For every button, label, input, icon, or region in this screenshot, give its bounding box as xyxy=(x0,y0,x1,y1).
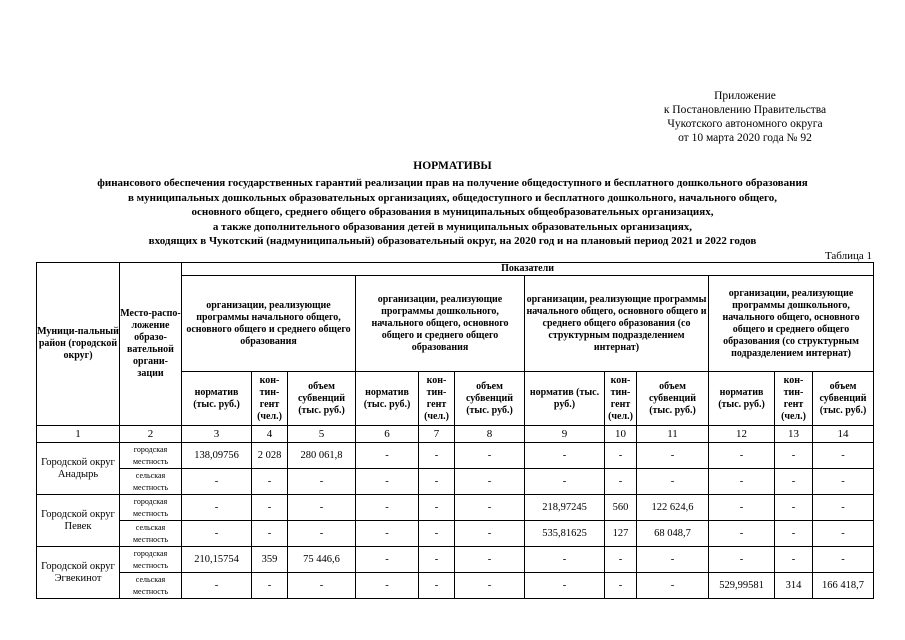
subtitle-line: основного общего, среднего общего образования в муниципальных общеобразовательных организациях, xyxy=(191,206,714,219)
subheader-contingent: кон-тин-гент (чел.) xyxy=(419,372,455,426)
value-cell: 314 xyxy=(775,573,813,599)
value-cell: - xyxy=(455,547,525,573)
column-number: 10 xyxy=(605,426,637,443)
value-cell: - xyxy=(775,547,813,573)
column-number: 4 xyxy=(252,426,288,443)
value-cell: - xyxy=(182,573,252,599)
value-cell: 68 048,7 xyxy=(637,521,709,547)
subtitle-line: финансового обеспечения государственных гарантий реализации прав на получение общедоступного и бесплатного дошкольного образования xyxy=(97,177,808,189)
value-cell: - xyxy=(455,469,525,495)
table-body xyxy=(37,443,874,599)
value-cell: - xyxy=(419,573,455,599)
value-cell: - xyxy=(356,573,419,599)
value-cell: - xyxy=(813,547,874,573)
value-cell: - xyxy=(252,495,288,521)
subheader-contingent: кон-тин-гент (чел.) xyxy=(605,372,637,426)
header-group-4: организации, реализующие программы дошкольного, начального общего, основного общего и среднего общего образования (со структурным подразделением интернат) xyxy=(709,276,874,372)
location-cell: городская местность xyxy=(120,443,182,469)
appendix-line: к Постановлению Правительства xyxy=(663,104,827,116)
column-number: 7 xyxy=(419,426,455,443)
value-cell: - xyxy=(182,495,252,521)
location-cell: сельская местность xyxy=(120,521,182,547)
value-cell: - xyxy=(419,443,455,469)
value-cell: - xyxy=(455,495,525,521)
table-row xyxy=(37,469,874,495)
appendix-line: от 10 марта 2020 года № 92 xyxy=(678,132,812,144)
subheader-normativ: норматив (тыс. руб.) xyxy=(356,372,419,426)
header-group-3: организации, реализующие программы начального общего, основного общего и среднего общего образования (со структурным подразделением интернат) xyxy=(525,276,709,372)
appendix-block xyxy=(620,89,870,145)
value-cell: - xyxy=(288,495,356,521)
subtitle-line: входящих в Чукотский (надмуниципальный) образовательный округ, на 2020 год и на плановый период 2021 и 2022 годов xyxy=(148,235,757,248)
subheader-subsidy: объем субвенций (тыс. руб.) xyxy=(637,372,709,426)
value-cell: - xyxy=(419,521,455,547)
value-cell: - xyxy=(637,573,709,599)
column-number: 5 xyxy=(288,426,356,443)
value-cell: 218,97245 xyxy=(525,495,605,521)
value-cell: 529,99581 xyxy=(709,573,775,599)
column-number: 9 xyxy=(525,426,605,443)
location-cell: городская местность xyxy=(120,547,182,573)
value-cell: 75 446,6 xyxy=(288,547,356,573)
table-row xyxy=(37,547,874,573)
subheader-normativ: норматив (тыс. руб.) xyxy=(525,372,605,426)
municipality-cell: Городской округ Анадырь xyxy=(37,443,120,495)
value-cell: 127 xyxy=(605,521,637,547)
value-cell: - xyxy=(356,443,419,469)
value-cell: - xyxy=(813,495,874,521)
table-row xyxy=(37,573,874,599)
header-group-2: организации, реализующие программы дошкольного, начального общего, основного общего и среднего общего образования xyxy=(356,276,525,372)
appendix-line: Чукотского автономного округа xyxy=(667,118,823,130)
value-cell: - xyxy=(775,443,813,469)
subheader-normativ: норматив (тыс. руб.) xyxy=(182,372,252,426)
value-cell: - xyxy=(605,443,637,469)
column-number: 13 xyxy=(775,426,813,443)
header-municipality: Муници-пальный район (городской округ) xyxy=(37,263,120,426)
value-cell: - xyxy=(252,573,288,599)
value-cell: 280 061,8 xyxy=(288,443,356,469)
value-cell: 210,15754 xyxy=(182,547,252,573)
value-cell: - xyxy=(419,547,455,573)
value-cell: - xyxy=(182,469,252,495)
municipality-cell: Городской округ Певек xyxy=(37,495,120,547)
value-cell: - xyxy=(637,443,709,469)
value-cell: 560 xyxy=(605,495,637,521)
value-cell: - xyxy=(455,573,525,599)
value-cell: - xyxy=(356,547,419,573)
subheader-normativ: норматив (тыс. руб.) xyxy=(709,372,775,426)
value-cell: - xyxy=(525,443,605,469)
value-cell: - xyxy=(288,521,356,547)
value-cell: - xyxy=(525,469,605,495)
value-cell: - xyxy=(775,469,813,495)
value-cell: - xyxy=(252,521,288,547)
document-title: НОРМАТИВЫ xyxy=(413,160,492,172)
value-cell: 166 418,7 xyxy=(813,573,874,599)
value-cell: - xyxy=(182,521,252,547)
subheader-subsidy: объем субвенций (тыс. руб.) xyxy=(455,372,525,426)
value-cell: - xyxy=(709,547,775,573)
value-cell: - xyxy=(605,547,637,573)
value-cell: - xyxy=(605,573,637,599)
value-cell: 359 xyxy=(252,547,288,573)
column-number: 11 xyxy=(637,426,709,443)
table-row xyxy=(37,495,874,521)
location-cell: городская местность xyxy=(120,495,182,521)
value-cell: - xyxy=(775,521,813,547)
location-cell: сельская местность xyxy=(120,469,182,495)
column-number: 1 xyxy=(37,426,120,443)
value-cell: - xyxy=(455,443,525,469)
value-cell: - xyxy=(813,521,874,547)
normatives-table xyxy=(36,262,874,599)
value-cell: - xyxy=(419,469,455,495)
document-subtitle xyxy=(0,176,905,249)
table-row xyxy=(37,521,874,547)
value-cell: - xyxy=(709,521,775,547)
column-numbers-row xyxy=(37,426,874,443)
subheader-subsidy: объем субвенций (тыс. руб.) xyxy=(813,372,874,426)
value-cell: - xyxy=(709,443,775,469)
value-cell: - xyxy=(709,469,775,495)
column-number: 8 xyxy=(455,426,525,443)
value-cell: - xyxy=(775,495,813,521)
value-cell: - xyxy=(288,469,356,495)
value-cell: - xyxy=(605,469,637,495)
column-number: 2 xyxy=(120,426,182,443)
value-cell: - xyxy=(356,469,419,495)
value-cell: - xyxy=(419,495,455,521)
value-cell: - xyxy=(525,547,605,573)
value-cell: - xyxy=(637,469,709,495)
value-cell: 138,09756 xyxy=(182,443,252,469)
header-group-1: организации, реализующие программы начального общего, основного общего и среднего общего образования xyxy=(182,276,356,372)
value-cell: 122 624,6 xyxy=(637,495,709,521)
municipality-cell: Городской округ Эгвекинот xyxy=(37,547,120,599)
table-label: Таблица 1 xyxy=(824,250,872,262)
value-cell: - xyxy=(252,469,288,495)
value-cell: 2 028 xyxy=(252,443,288,469)
table-row xyxy=(37,443,874,469)
header-indicators: Показатели xyxy=(182,263,874,276)
subtitle-line: в муниципальных дошкольных образовательных организациях, общедоступного и бесплатного дошкольного, начального общего, xyxy=(127,191,778,204)
value-cell: - xyxy=(288,573,356,599)
subheader-subsidy: объем субвенций (тыс. руб.) xyxy=(288,372,356,426)
subheader-contingent: кон-тин-гент (чел.) xyxy=(775,372,813,426)
column-number: 14 xyxy=(813,426,874,443)
column-number: 12 xyxy=(709,426,775,443)
value-cell: - xyxy=(813,443,874,469)
value-cell: - xyxy=(356,495,419,521)
subtitle-line: а также дополнительного образования детей в муниципальных образовательных организациях, xyxy=(212,220,693,233)
header-location: Место-распо-ложение образо-вательной органи-зации xyxy=(120,263,182,426)
value-cell: - xyxy=(709,495,775,521)
value-cell: - xyxy=(356,521,419,547)
value-cell: 535,81625 xyxy=(525,521,605,547)
value-cell: - xyxy=(813,469,874,495)
column-number: 6 xyxy=(356,426,419,443)
value-cell: - xyxy=(637,547,709,573)
subheader-contingent: кон-тин-гент (чел.) xyxy=(252,372,288,426)
value-cell: - xyxy=(455,521,525,547)
column-number: 3 xyxy=(182,426,252,443)
appendix-line: Приложение xyxy=(714,90,776,102)
value-cell: - xyxy=(525,573,605,599)
location-cell: сельская местность xyxy=(120,573,182,599)
